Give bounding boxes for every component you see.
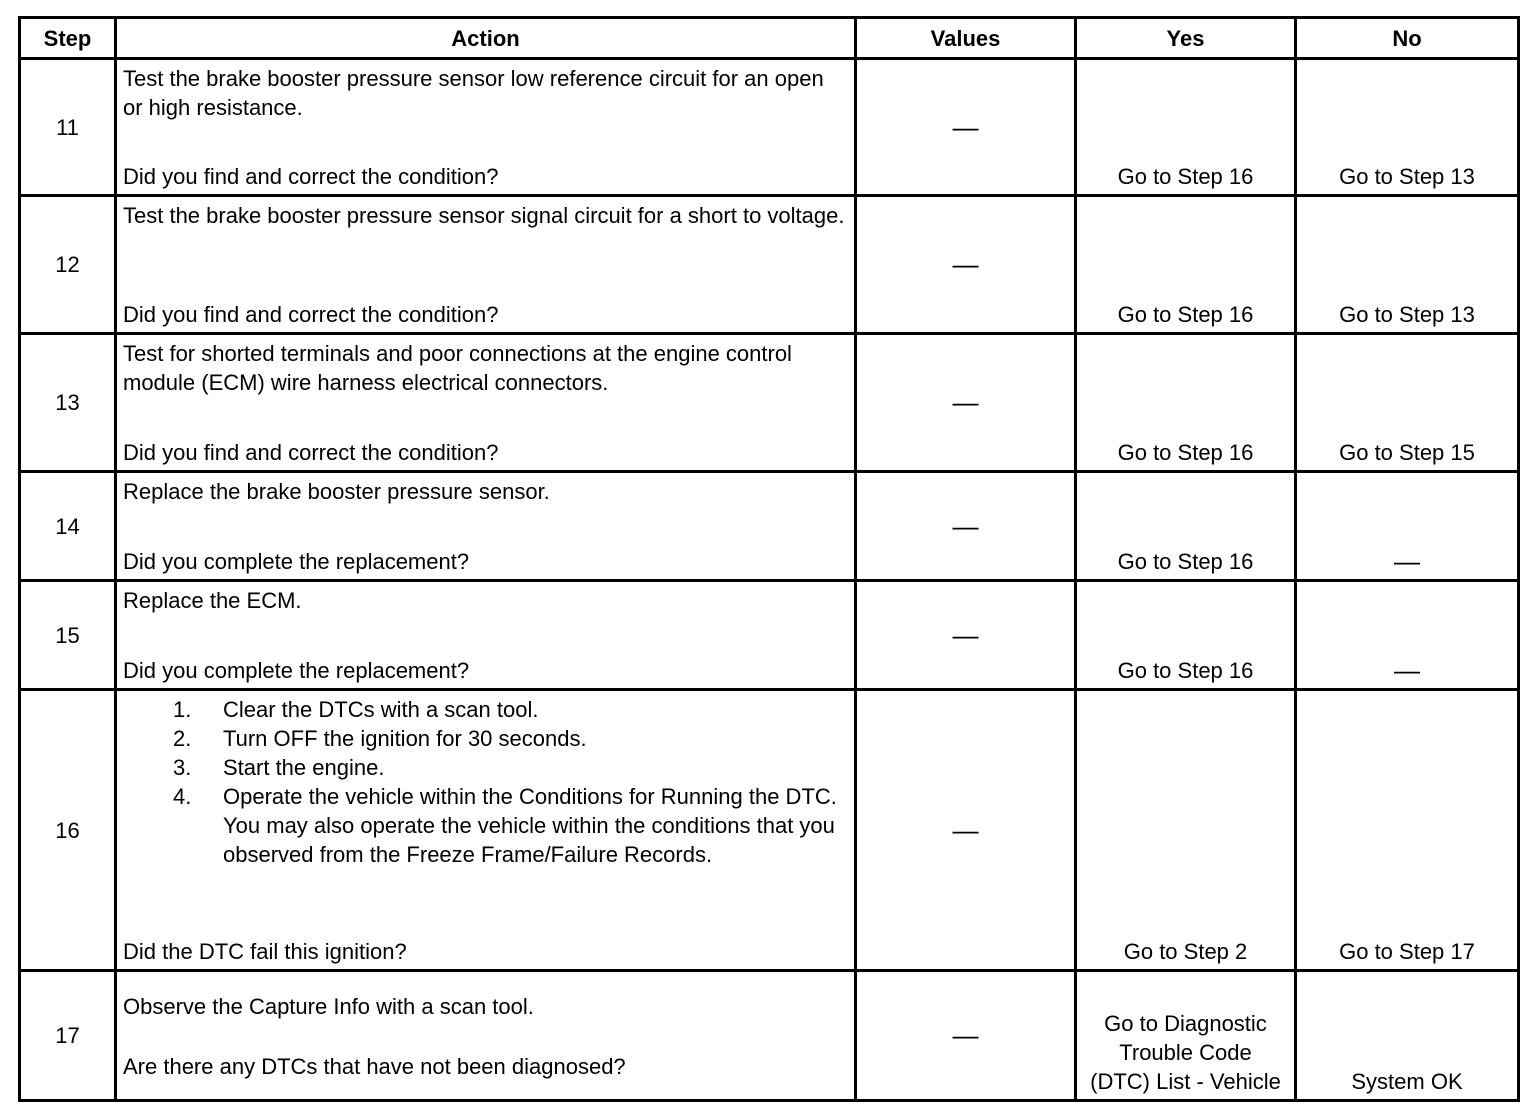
list-item bbox=[173, 695, 848, 724]
diagnostic-table bbox=[18, 16, 1520, 1101]
action-question: Did you find and correct the condition? bbox=[123, 440, 499, 465]
yes-target: Go to Step 16 bbox=[1117, 164, 1254, 189]
action-question: Did you complete the replacement? bbox=[123, 549, 470, 574]
values-cell: — bbox=[857, 582, 1077, 691]
list-item bbox=[173, 724, 848, 753]
no-cell bbox=[1297, 582, 1520, 691]
action-cell bbox=[117, 691, 857, 972]
yes-target: Go to Step 16 bbox=[1117, 549, 1254, 574]
no-target: — bbox=[1394, 546, 1420, 576]
list-item-text: Clear the DTCs with a scan tool. bbox=[223, 697, 539, 722]
list-item-text: Turn OFF the ignition for 30 seconds. bbox=[223, 726, 587, 751]
action-cell bbox=[117, 582, 857, 691]
list-item-number: 1. bbox=[173, 697, 192, 722]
action-question: Did you find and correct the condition? bbox=[123, 164, 499, 189]
no-target: System OK bbox=[1351, 1069, 1463, 1094]
header-no: No bbox=[1297, 16, 1520, 60]
no-target: Go to Step 15 bbox=[1339, 440, 1475, 465]
step-number: 14 bbox=[18, 473, 117, 582]
no-cell bbox=[1297, 60, 1520, 197]
yes-target: Go to Step 16 bbox=[1117, 658, 1254, 683]
no-target: Go to Step 17 bbox=[1339, 939, 1475, 964]
list-item-text: Operate the vehicle within the Conditions for Running the DTC. You may also operate the vehicle within the conditions that you observed from the Freeze Frame/Failure Records. bbox=[223, 784, 837, 867]
values-cell: — bbox=[857, 691, 1077, 972]
step-number: 12 bbox=[18, 197, 117, 335]
no-target: Go to Step 13 bbox=[1339, 164, 1475, 189]
action-list bbox=[123, 695, 848, 869]
no-cell bbox=[1297, 197, 1520, 335]
step-number: 13 bbox=[18, 335, 117, 473]
yes-cell bbox=[1077, 691, 1297, 972]
yes-cell bbox=[1077, 582, 1297, 691]
action-question: Did the DTC fail this ignition? bbox=[123, 939, 407, 964]
yes-target: Go to Diagnostic Trouble Code (DTC) List - Vehicle bbox=[1090, 1011, 1281, 1094]
action-cell bbox=[117, 60, 857, 197]
no-target: — bbox=[1394, 655, 1420, 685]
no-cell bbox=[1297, 972, 1520, 1102]
action-question: Did you find and correct the condition? bbox=[123, 302, 499, 327]
list-item-text: Start the engine. bbox=[223, 755, 385, 780]
no-cell bbox=[1297, 335, 1520, 473]
list-item-number: 3. bbox=[173, 755, 192, 780]
values-cell: — bbox=[857, 197, 1077, 335]
yes-target: Go to Step 16 bbox=[1117, 302, 1254, 327]
action-cell bbox=[117, 473, 857, 582]
yes-cell bbox=[1077, 972, 1297, 1102]
header-values: Values bbox=[857, 16, 1077, 60]
values-cell: — bbox=[857, 972, 1077, 1102]
no-cell bbox=[1297, 473, 1520, 582]
action-cell bbox=[117, 972, 857, 1102]
action-text: Observe the Capture Info with a scan tool. bbox=[123, 993, 534, 1019]
yes-cell bbox=[1077, 60, 1297, 197]
values-cell: — bbox=[857, 335, 1077, 473]
action-cell bbox=[117, 335, 857, 473]
list-item bbox=[173, 782, 848, 869]
yes-target: Go to Step 2 bbox=[1123, 939, 1248, 964]
yes-target: Go to Step 16 bbox=[1117, 440, 1254, 465]
action-text: Replace the brake booster pressure sensor. bbox=[123, 479, 550, 504]
list-item-number: 2. bbox=[173, 726, 192, 751]
header-action: Action bbox=[117, 16, 857, 60]
action-text: Test for shorted terminals and poor connections at the engine control module (ECM) wire harness electrical connectors. bbox=[123, 341, 792, 395]
values-cell: — bbox=[857, 473, 1077, 582]
header-yes: Yes bbox=[1077, 16, 1297, 60]
action-text: Test the brake booster pressure sensor signal circuit for a short to voltage. bbox=[123, 203, 845, 228]
values-cell: — bbox=[857, 60, 1077, 197]
action-text: Test the brake booster pressure sensor low reference circuit for an open or high resistance. bbox=[123, 66, 824, 120]
no-target: Go to Step 13 bbox=[1339, 302, 1475, 327]
action-text: Replace the ECM. bbox=[123, 588, 302, 613]
list-item bbox=[173, 753, 848, 782]
step-number: 16 bbox=[18, 691, 117, 972]
yes-cell bbox=[1077, 335, 1297, 473]
yes-cell bbox=[1077, 473, 1297, 582]
step-number: 15 bbox=[18, 582, 117, 691]
step-number: 17 bbox=[18, 972, 117, 1102]
step-number: 11 bbox=[18, 60, 117, 197]
action-cell bbox=[117, 197, 857, 335]
action-question: Did you complete the replacement? bbox=[123, 658, 470, 683]
header-step: Step bbox=[18, 16, 117, 60]
no-cell bbox=[1297, 691, 1520, 972]
action-question: Are there any DTCs that have not been diagnosed? bbox=[123, 1053, 626, 1079]
list-item-number: 4. bbox=[173, 784, 192, 809]
yes-cell bbox=[1077, 197, 1297, 335]
